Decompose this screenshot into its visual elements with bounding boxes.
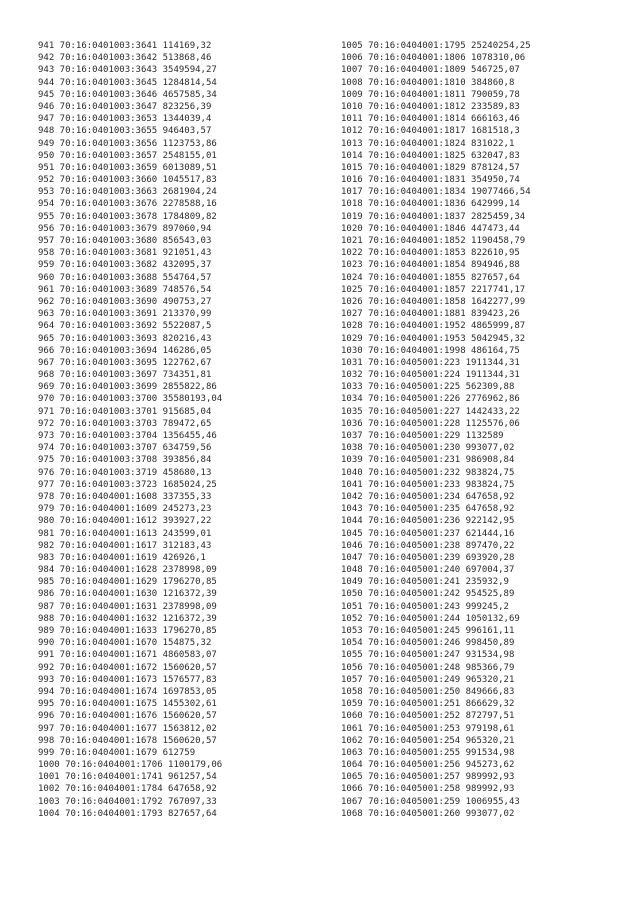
data-row: 953 70:16:0401003:3663 2681904,24	[38, 187, 217, 198]
right-column	[341, 40, 531, 820]
data-row: 1024 70:16:0404001:1855 827657,64	[341, 272, 520, 283]
data-row: 1061 70:16:0405001:253 979198,61	[341, 723, 515, 734]
data-row: 966 70:16:0401003:3694 146286,05	[38, 345, 212, 356]
data-row: 1027 70:16:0404001:1881 839423,26	[341, 309, 520, 320]
data-row: 1058 70:16:0405001:250 849666,83	[341, 686, 515, 697]
data-row: 975 70:16:0401003:3708 393856,84	[38, 455, 212, 466]
data-row: 950 70:16:0401003:3657 2548155,01	[38, 150, 217, 161]
data-row: 1043 70:16:0405001:235 647658,92	[341, 504, 515, 515]
data-row: 941 70:16:0401003:3641 114169,32	[38, 41, 212, 51]
data-row: 967 70:16:0401003:3695 122762,67	[38, 357, 212, 368]
data-row: 965 70:16:0401003:3693 820216,43	[38, 333, 212, 344]
data-row: 1063 70:16:0405001:255 991534,98	[341, 747, 515, 758]
data-row: 962 70:16:0401003:3690 490753,27	[38, 296, 212, 307]
data-row: 979 70:16:0404001:1609 245273,23	[38, 504, 212, 515]
data-row: 943 70:16:0401003:3643 3549594,27	[38, 65, 217, 76]
data-row: 1046 70:16:0405001:238 897470,22	[341, 540, 515, 551]
data-row: 973 70:16:0401003:3704 1356455,46	[38, 431, 217, 441]
data-row: 1001 70:16:0404001:1741 961257,54	[38, 772, 217, 783]
data-row: 1025 70:16:0404001:1857 2217741,17	[341, 284, 526, 295]
data-row: 944 70:16:0401003:3645 1284814,54	[38, 77, 217, 88]
data-row: 1060 70:16:0405001:252 872797,51	[341, 711, 515, 722]
data-row: 1031 70:16:0405001:223 1911344,31	[341, 357, 520, 368]
data-row: 947 70:16:0401003:3653 1344039,4	[38, 114, 212, 125]
data-row: 960 70:16:0401003:3688 554764,57	[38, 272, 212, 283]
data-row: 1051 70:16:0405001:243 999245,2	[341, 601, 509, 612]
data-row: 1037 70:16:0405001:229 1132589	[341, 431, 504, 441]
data-row: 1010 70:16:0404001:1812 233589,83	[341, 101, 520, 112]
data-row: 970 70:16:0401003:3700 35580193,04	[38, 394, 223, 405]
data-row: 990 70:16:0404001:1670 154875,32	[38, 638, 212, 649]
data-row: 1020 70:16:0404001:1846 447473,44	[341, 223, 520, 234]
data-row: 976 70:16:0401003:3719 458680,13	[38, 467, 212, 478]
data-row: 1056 70:16:0405001:248 985366,79	[341, 662, 515, 673]
data-row: 956 70:16:0401003:3679 897060,94	[38, 223, 212, 234]
data-row: 1050 70:16:0405001:242 954525,89	[341, 589, 515, 600]
data-row: 1019 70:16:0404001:1837 2825459,34	[341, 211, 526, 222]
data-row: 999 70:16:0404001:1679 612759	[38, 747, 196, 758]
data-row: 1065 70:16:0405001:257 989992,93	[341, 772, 515, 783]
data-row: 1068 70:16:0405001:260 993077,02	[341, 808, 515, 819]
data-row: 988 70:16:0404001:1632 1216372,39	[38, 613, 217, 624]
data-row: 1003 70:16:0404001:1792 767097,33	[38, 796, 217, 807]
data-row: 1005 70:16:0404001:1795 25240254,25	[341, 41, 531, 51]
data-row: 1032 70:16:0405001:224 1911344,31	[341, 370, 520, 381]
data-row: 989 70:16:0404001:1633 1796270,85	[38, 626, 217, 636]
data-row: 955 70:16:0401003:3678 1784809,82	[38, 211, 217, 222]
data-row: 984 70:16:0404001:1628 2378998,09	[38, 565, 217, 576]
data-row: 952 70:16:0401003:3660 1045517,83	[38, 175, 217, 186]
data-row: 1006 70:16:0404001:1806 1078310,06	[341, 53, 526, 64]
data-row: 1047 70:16:0405001:239 693920,28	[341, 552, 515, 563]
data-row: 1041 70:16:0405001:233 983824,75	[341, 479, 515, 490]
data-row: 1022 70:16:0404001:1853 822610,95	[341, 248, 520, 259]
data-row: 1021 70:16:0404001:1852 1190458,79	[341, 236, 526, 246]
data-row: 1004 70:16:0404001:1793 827657,64	[38, 808, 217, 819]
data-row: 958 70:16:0401003:3681 921051,43	[38, 248, 212, 259]
data-row: 972 70:16:0401003:3703 789472,65	[38, 418, 212, 429]
data-row: 974 70:16:0401003:3707 634759,56	[38, 443, 212, 454]
data-row: 1033 70:16:0405001:225 562309,88	[341, 382, 515, 393]
data-row: 1045 70:16:0405001:237 621444,16	[341, 528, 515, 539]
data-row: 995 70:16:0404001:1675 1455302,61	[38, 699, 217, 710]
data-row: 1057 70:16:0405001:249 965320,21	[341, 674, 515, 685]
data-row: 1066 70:16:0405001:258 989992,93	[341, 784, 515, 795]
data-row: 1064 70:16:0405001:256 945273,62	[341, 760, 515, 771]
data-row: 1000 70:16:0404001:1706 1100179,06	[38, 760, 223, 771]
data-row: 1035 70:16:0405001:227 1442433,22	[341, 406, 520, 417]
data-row: 963 70:16:0401003:3691 213370,99	[38, 309, 212, 320]
data-row: 969 70:16:0401003:3699 2855822,86	[38, 382, 217, 393]
data-row: 1067 70:16:0405001:259 1006955,43	[341, 796, 520, 807]
data-row: 985 70:16:0404001:1629 1796270,85	[38, 577, 217, 588]
data-row: 1044 70:16:0405001:236 922142,95	[341, 516, 515, 527]
data-row: 946 70:16:0401003:3647 823256,39	[38, 101, 212, 112]
data-row: 1016 70:16:0404001:1831 354950,74	[341, 175, 520, 186]
data-row: 1042 70:16:0405001:234 647658,92	[341, 491, 515, 502]
data-row: 986 70:16:0404001:1630 1216372,39	[38, 589, 217, 600]
data-row: 951 70:16:0401003:3659 6013089,51	[38, 162, 217, 173]
data-row: 1030 70:16:0404001:1998 486164,75	[341, 345, 520, 356]
data-row: 991 70:16:0404001:1671 4860583,07	[38, 650, 217, 661]
data-row: 959 70:16:0401003:3682 432095,37	[38, 260, 212, 271]
data-row: 964 70:16:0401003:3692 5522087,5	[38, 321, 212, 332]
data-row: 987 70:16:0404001:1631 2378998,09	[38, 601, 217, 612]
data-row: 980 70:16:0404001:1612 393927,22	[38, 516, 212, 527]
data-row: 1013 70:16:0404001:1824 831022,1	[341, 138, 515, 149]
data-row: 1039 70:16:0405001:231 986908,84	[341, 455, 515, 466]
data-row: 945 70:16:0401003:3646 4657585,34	[38, 89, 217, 100]
data-row: 948 70:16:0401003:3655 946403,57	[38, 126, 212, 137]
data-row: 968 70:16:0401003:3697 734351,81	[38, 370, 212, 381]
data-row: 1054 70:16:0405001:246 998450,89	[341, 638, 515, 649]
data-row: 978 70:16:0404001:1608 337355,33	[38, 491, 212, 502]
data-row: 1034 70:16:0405001:226 2776962,86	[341, 394, 520, 405]
data-row: 997 70:16:0404001:1677 1563812,02	[38, 723, 217, 734]
data-row: 1059 70:16:0405001:251 866629,32	[341, 699, 515, 710]
data-row: 1023 70:16:0404001:1854 894946,88	[341, 260, 520, 271]
data-row: 1038 70:16:0405001:230 993077,02	[341, 443, 515, 454]
data-row: 1017 70:16:0404001:1834 19077466,54	[341, 187, 531, 198]
data-row: 983 70:16:0404001:1619 426926,1	[38, 552, 206, 563]
data-row: 1040 70:16:0405001:232 983824,75	[341, 467, 515, 478]
data-row: 1018 70:16:0404001:1836 642999,14	[341, 199, 520, 210]
data-row: 1052 70:16:0405001:244 1050132,69	[341, 613, 520, 624]
data-row: 981 70:16:0404001:1613 243599,01	[38, 528, 212, 539]
data-row: 977 70:16:0401003:3723 1685024,25	[38, 479, 217, 490]
data-row: 957 70:16:0401003:3680 856543,03	[38, 236, 212, 246]
data-row: 982 70:16:0404001:1617 312183,43	[38, 540, 212, 551]
data-row: 1002 70:16:0404001:1784 647658,92	[38, 784, 217, 795]
data-row: 949 70:16:0401003:3656 1123753,86	[38, 138, 217, 149]
data-row: 1009 70:16:0404001:1811 790059,78	[341, 89, 520, 100]
data-row: 992 70:16:0404001:1672 1560620,57	[38, 662, 217, 673]
left-column	[38, 40, 222, 820]
data-row: 1015 70:16:0404001:1829 878124,57	[341, 162, 520, 173]
data-row: 954 70:16:0401003:3676 2278588,16	[38, 199, 217, 210]
data-row: 1028 70:16:0404001:1952 4865999,87	[341, 321, 526, 332]
data-row: 971 70:16:0401003:3701 915685,04	[38, 406, 212, 417]
data-row: 1008 70:16:0404001:1810 384860,8	[341, 77, 515, 88]
data-row: 1053 70:16:0405001:245 996161,11	[341, 626, 515, 636]
data-row: 961 70:16:0401003:3689 748576,54	[38, 284, 212, 295]
data-row: 1062 70:16:0405001:254 965320,21	[341, 735, 515, 746]
data-row: 1014 70:16:0404001:1825 632047,83	[341, 150, 520, 161]
data-row: 1026 70:16:0404001:1858 1642277,99	[341, 296, 526, 307]
data-row: 1029 70:16:0404001:1953 5042945,32	[341, 333, 526, 344]
data-row: 994 70:16:0404001:1674 1697853,05	[38, 686, 217, 697]
data-row: 1011 70:16:0404001:1814 666163,46	[341, 114, 520, 125]
data-row: 993 70:16:0404001:1673 1576577,83	[38, 674, 217, 685]
data-row: 1048 70:16:0405001:240 697004,37	[341, 565, 515, 576]
data-row: 1007 70:16:0404001:1809 546725,07	[341, 65, 520, 76]
data-row: 1012 70:16:0404001:1817 1681518,3	[341, 126, 520, 137]
data-row: 1055 70:16:0405001:247 931534,98	[341, 650, 515, 661]
data-row: 996 70:16:0404001:1676 1560620,57	[38, 711, 217, 722]
data-row: 1049 70:16:0405001:241 235932,9	[341, 577, 509, 588]
data-row: 998 70:16:0404001:1678 1560620,57	[38, 735, 217, 746]
data-row: 942 70:16:0401003:3642 513868,46	[38, 53, 212, 64]
data-row: 1036 70:16:0405001:228 1125576,06	[341, 418, 520, 429]
